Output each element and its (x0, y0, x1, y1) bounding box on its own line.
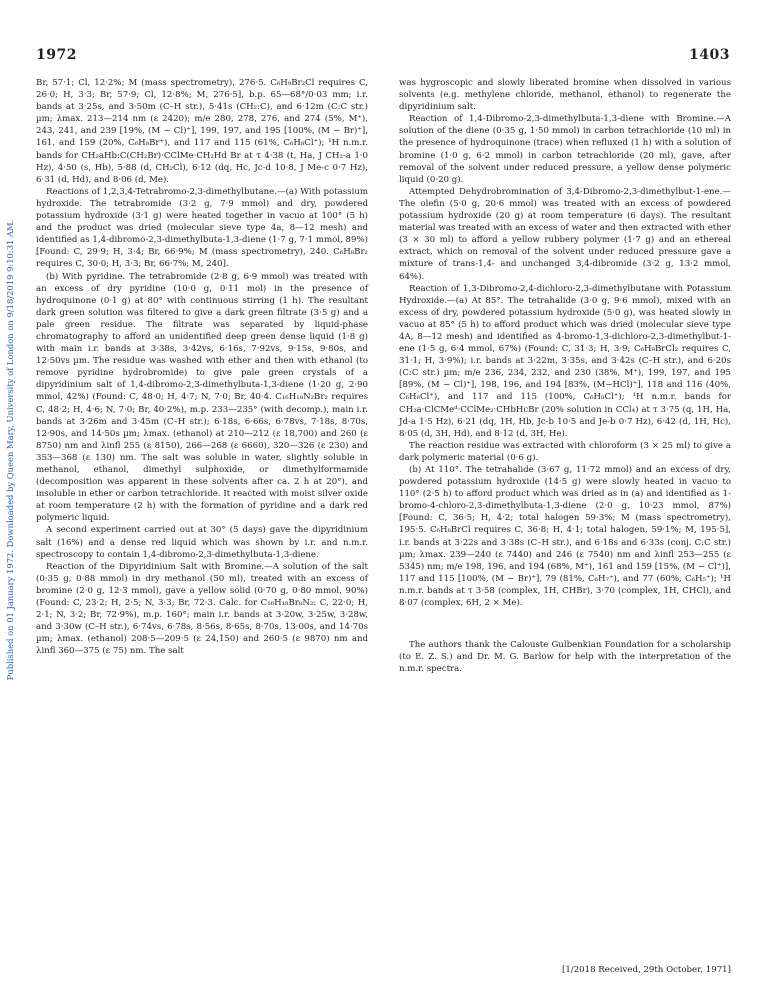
paragraph-3: Attempted Dehydrobromination of 3,4-Dibromo-2,3-dimethylbut-1-ene.—The olefin (5·0 g, 20·6 mmol) was treated with an excess of powdered potassium hydroxide (20 g) at room temperature (6 days). The resultant material was treated with an excess of water and then extracted with ether (3 × 30 ml) to afford a yellow rubbery polymer (1·7 g) and an ethereal extract, which on removal of the solvent under reduced pressure gave a mixture of trans-1,4- and unchanged 3,4-dibromide (3·2 g, 13·2 mmol, 64%). (399, 186, 731, 282)
download-notice[interactable]: Published on 01 January 1972. Downloaded by Queen Mary, University of London on 9/18/2019 9:10:31 AM. (5, 219, 15, 681)
paragraph-6: (b) At 110°. The tetrahalide (3·67 g, 11·72 mmol) and an excess of dry, powdered potassium hydroxide (14·5 g) were slowly heated in vacuo to 110° (2·5 h) to afford product which was dried as in (a) and identified as 1-bromo-4-chloro-2,3-dimethylbuta-1,3-diene (2·0 g, 10·23 mmol, 87%) [Found: C, 36·5; H, 4·2; total halogen 59·3%; M (mass spectrometry), 195·5. C₆H₈BrCl requires C, 36·8; H, 4·1; total halogen, 59·1%; M, 195·5], i.r. bands at 3·22s and 3·38s (C–H str.), and 6·18s and 6·33s (conj. C:C str.) µm; λmax. 239—240 (ε 7440) and 246 (ε 7540) nm and λinfl 253—255 (ε 5345) nm; m/e 198, 196, and 194 (68%, M⁺), 161 and 159 [15%, (M − Cl⁺)], 117 and 115 [100%, (M − Br)⁺], 79 (81%, C₆H₇⁺), and 77 (60%, C₆H₅⁺); ¹H n.m.r. bands at τ 3·58 (complex, 1H, CHBr), 3·70 (complex, 1H, CHCl), and 8·07 (complex, 6H, 2 × Me). (399, 465, 731, 609)
right-column (399, 77, 731, 675)
paragraph-3: (b) With pyridine. The tetrabromide (2·8 g, 6·9 mmol) was treated with an excess of dry pyridine (10·0 g, 0·11 mol) in the presence of hydroquinone (0·1 g) at 80° with continuous stirring (1 h). The resultant dark green solution was filtered to give a dark green filtrate (3·5 g) and a pale green residue. The filtrate was separated by liquid-phase chromatography to afford an unidentified deep green dense liquid (1·8 g) with main i.r. bands at 3·38s, 3·42vs, 6·16s, 7·92vs, 9·15s, 9·80s, and 12·50vs µm. The residue was washed with ether and then with ethanol (to remove pyridine hydrobromide) to give pale green crystals of a dipyridinium salt of 1,4-dibromo-2,3-dimethylbuta-1,3-diene (1·20 g, 2·90 mmol, 42%) (Found: C, 48·0; H, 4·7; N, 7·0; Br, 40·4. C₁₆H₁₈N₂Br₂ requires C, 48·2; H, 4·6; N, 7·0; Br, 40·2%), m.p. 233—235° (with decomp.), main i.r. bands at 3·26m and 3·45m (C–H str.); 6·18s, 6·66s, 6·78vs, 7·18s, 8·70s, 12·90s, and 14·50s µm; λmax. (ethanol) at 210—212 (ε 18,700) and 260 (ε 8750) nm and λinfl 255 (ε 8150), 266—268 (ε 6660), 320—326 (ε 230) and 353—368 (ε 130) nm. The salt was soluble in water, slightly soluble in methanol, ethanol, dimethyl sulphoxide, or dimethylformamide (decomposition was apparent in these solvents after ca. 2 h at 20°), and insoluble in ether or carbon tetrachloride. It reacted with moist silver oxide at room temperature (2 h) with the formation of pyridine and a dark red polymeric liquid. (36, 271, 368, 524)
paragraph-4: A second experiment carried out at 30° (5 days) gave the dipyridinium salt (16%) and a dense red liquid which was shown by i.r. and n.m.r. spectroscopy to contain 1,4-dibromo-2,3-dimethylbuta-1,3-diene. (36, 525, 368, 560)
paragraph-1: Br, 57·1; Cl, 12·2%; M (mass spectrometry), 276·5. C₆H₉Br₂Cl requires C, 26·0; H, 3·3; Br, 57·9; Cl, 12·8%; M, 276·5], b.p. 65—68°/0·03 mm; i.r. bands at 3·25s, and 3·50m (C–H str.), 5·41s (CH₂:C), and 6·12m (C:C str.) µm; λmax. 213—214 nm (ε 2420); m/e 280, 278, 276, and 274 (5%, M⁺), 243, 241, and 239 [19%, (M − Cl)⁺], 199, 197, and 195 [100%, (M − Br)⁺], 161, and 159 (20%, C₆H₈Br⁺), and 117 and 115 (61%, C₆H₈Cl⁺); ¹H n.m.r. bands for CH₂aHb:C(CH₂Br)·CClMe·CH₂Hd Br at τ 4·38 (t, Ha, J CH₂-a 1·0 Hz), 4·50 (s, Hb), 5·88 (d, CH₂Cl), 6·12 (dq, Hc, Jc-d 10·8, J Me-c 0·7 Hz), 6·31 (d, Hd), and 8·06 (d, Me). (36, 78, 368, 185)
journal-year: 1972 (36, 47, 77, 63)
paragraph-5: Reaction of the Dipyridinium Salt with Bromine.—A solution of the salt (0·35 g, 0·88 mmol) in dry methanol (50 ml), treated with an excess of bromine (2·0 g, 12·3 mmol), gave a yellow solid (0·70 g, 0·80 mmol, 90%) (Found: C, 23·2; H, 2·5; N, 3·3; Br, 72·3. Calc. for C₁₆H₁₈Br₈N₂: C, 22·0; H, 2·1; N, 3·2; Br, 72·9%), m.p. 160°; main i.r. bands at 3·20w, 3·25w, 3·28w, and 3·30w (C–H str.), 6·74vs, 6·78s, 8·56s, 8·65s, 8·70s, 13·00s, and 14·70s µm; λmax. (ethanol) 208·5—209·5 (ε 24,150) and 260·5 (ε 9870) nm and λinfl 360—375 (ε 75) nm. The salt (36, 561, 368, 657)
paragraph-4: Reaction of 1,3-Dibromo-2,4-dichloro-2,3-dimethylbutane with Potassium Hydroxide.—(a) At 85°. The tetrahalide (3·0 g, 9·6 mmol), mixed with an excess of dry, powdered potassium hydroxide (5·0 g), was heated slowly in vacuo at 85° (5 h) to afford product which was dried (molecular sieve type 4A, 8—12 mesh) and identified as 4-bromo-1,3-dichloro-2,3-dimethylbut-1-ene (1·5 g, 6·4 mmol, 67%) (Found: C, 31·3; H, 3·9; C₆H₉BrCl₂ requires C, 31·1; H, 3·9%); i.r. bands at 3·22m, 3·35s, and 3·42s (C–H str.), and 6·20s (C:C str.) µm; m/e 236, 234, 232, and 230 (38%, M⁺), 199, 197, and 195 [89%, (M − Cl)⁺], 198, 196, and 194 [83%, (M−HCl)⁺], 118 and 116 (40%, C₆H₈Cl⁺), and 117 and 115 (100%, C₆H₈Cl⁺); ¹H n.m.r. bands for CH₂a·ClCMeᵈ·CClMe₂·CHbHcBr (20% solution in CCl₄) at τ 3·75 (q, 1H, Ha, Jd-a 1·5 Hz), 6·21 (dq, 1H, Hb, Jc-b 10·5 and Je-b 0·7 Hz), 6·42 (d, 1H, Hc), 8·05 (d, 3H, Hd), and 8·12 (d, 3H, He). (399, 283, 731, 439)
acknowledgement: The authors thank the Calouste Gulbenkian Foundation for a scholarship (to E. Z. S.) and Dr. M. G. Barlow for help with the interpretation of the n.m.r. spectra. (399, 640, 731, 675)
left-column (36, 77, 368, 658)
paragraph-1: was hygroscopic and slowly liberated bromine when dissolved in various solvents (e.g. methylene chloride, methanol, ethanol) to regenerate the dipyridinium salt. (399, 78, 731, 113)
paragraph-2: Reaction of 1,4-Dibromo-2,3-dimethylbuta-1,3-diene with Bromine.—A solution of the diene (0·35 g, 1·50 mmol) in carbon tetrachloride (10 ml) in the presence of hydroquinone (trace) when refluxed (1 h) with a solution of bromine (1·0 g, 6·2 mmol) in carbon tetrachloride (20 ml), gave, after removal of the solvent under reduced pressure, a yellow dense polymeric liquid (0·20 g). (399, 114, 731, 185)
paragraph-2: Reactions of 1,2,3,4-Tetrabromo-2,3-dimethylbutane.—(a) With potassium hydroxide. The tetrabromide (3·2 g, 7·9 mmol) and dry, powdered potassium hydroxide (3·1 g) were heated together in vacuo at 100° (5 h) and the product was dried (molecular sieve type 4a, 8—12 mesh) and identified as 1,4-dibromo-2,3-dimethylbuta-1,3-diene (1·7 g, 7·1 mmol, 89%) [Found: C, 29·9; H, 3·4; Br, 66·9%; M (mass spectrometry), 240. C₆H₈Br₂ requires C, 30·0; H, 3·3; Br, 66·7%; M, 240]. (36, 186, 368, 270)
paragraph-5: The reaction residue was extracted with chloroform (3 × 25 ml) to give a dark polymeric material (0·6 g). (399, 440, 731, 463)
page-number: 1403 (689, 47, 730, 63)
received-date: [1/2018 Received, 29th October, 1971] (561, 965, 731, 975)
